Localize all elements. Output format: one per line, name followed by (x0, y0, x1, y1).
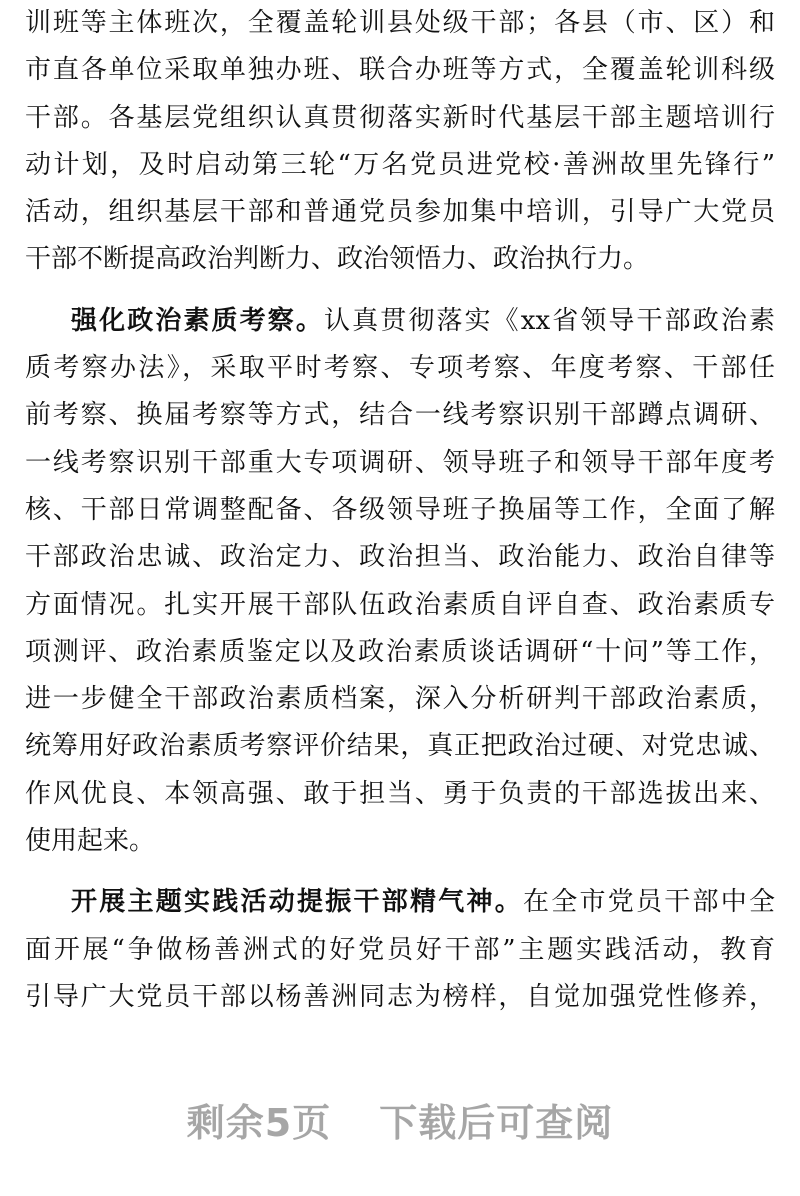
document-page (25, 0, 775, 1021)
text-line: 统筹用好政治素质考察评价结果，真正把政治过硬、对党忠诚、 (25, 731, 775, 762)
text-line: 项测评、政治素质鉴定以及政治素质谈话调研“十问”等工作， (25, 636, 775, 667)
text-line: 方面情况。扎实开展干部队伍政治素质自评自查、政治素质专 (25, 589, 775, 620)
text-line: 干部政治忠诚、政治定力、政治担当、政治能力、政治自律等 (25, 542, 775, 573)
text-line: 作风优良、本领高强、敢于担当、勇于负责的干部选拔出来、 (25, 778, 775, 809)
remaining-pages-label: 剩余5页 (186, 1101, 332, 1145)
text-line: 核、干部日常调整配备、各级领导班子换届等工作，全面了解 (25, 494, 775, 525)
paragraph-training (25, 0, 775, 284)
download-prompt[interactable] (0, 1092, 800, 1147)
paragraph-political-review (25, 298, 775, 866)
text-line: 引导广大党员干部以杨善洲同志为榜样，自觉加强党性修养， (25, 981, 775, 1012)
text-run: 认真贯彻落实《xx省领导干部政治素 (324, 305, 775, 336)
text-line: 进一步健全干部政治素质档案，深入分析研判干部政治素质， (25, 684, 775, 715)
download-hint-label: 下载后可查阅 (379, 1101, 614, 1145)
text-line: 动计划，及时启动第三轮“万名党员进党校·善洲故里先锋行” (25, 149, 775, 180)
text-line: 一线考察识别干部重大专项调研、领导班子和领导干部年度考 (25, 447, 775, 478)
text-line: 面开展“争做杨善洲式的好党员好干部”主题实践活动，教育 (25, 934, 775, 965)
text-line: 活动，组织基层干部和普通党员参加集中培训，引导广大党员 (25, 197, 775, 228)
text-line (25, 879, 775, 926)
text-line: 干部。各基层党组织认真贯彻落实新时代基层干部主题培训行 (25, 102, 775, 133)
text-line: 质考察办法》，采取平时考察、专项考察、年度考察、干部任 (25, 353, 775, 384)
text-run: 在全市党员干部中全 (522, 887, 775, 918)
text-line: 市直各单位采取单独办班、联合办班等方式，全覆盖轮训科级 (25, 55, 775, 86)
text-line: 前考察、换届考察等方式，结合一线考察识别干部蹲点调研、 (25, 400, 775, 431)
text-line (25, 298, 775, 345)
text-line: 干部不断提高政治判断力、政治领悟力、政治执行力。 (25, 244, 650, 275)
paragraph-heading: 开展主题实践活动提振干部精气神。 (71, 887, 523, 918)
paragraph-heading: 强化政治素质考察。 (71, 305, 324, 336)
text-line: 训班等主体班次，全覆盖轮训县处级干部；各县（市、区）和 (25, 8, 775, 38)
paragraph-theme-practice (25, 879, 775, 1021)
text-line: 使用起来。 (25, 826, 156, 857)
